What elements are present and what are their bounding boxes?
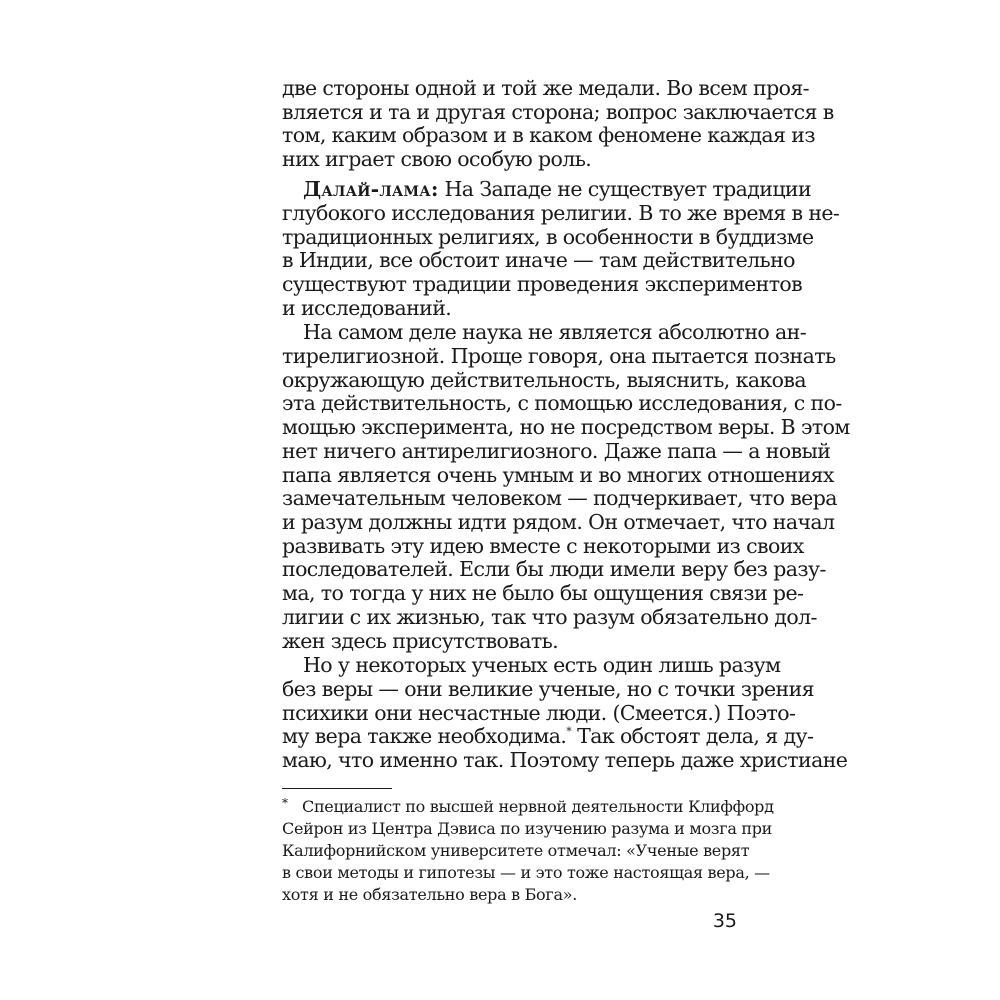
body-line xyxy=(282,724,814,748)
body-line: в Индии, все обстоит иначе — там действительно xyxy=(282,248,795,272)
footnote-line: Калифорнийском университете отмечал: «Ученые верят xyxy=(282,841,750,860)
body-line: жен здесь присутствовать. xyxy=(282,629,559,653)
body-line: лигии с их жизнью, так что разум обязательно дол- xyxy=(282,605,817,629)
body-line: вляется и та и другая сторона; вопрос заключается в xyxy=(282,100,834,124)
body-line: нет ничего антирелигиозного. Даже папа — а новый xyxy=(282,439,831,463)
body-line: эта действительность, с помощью исследования, с по- xyxy=(282,391,842,415)
body-line: мощью эксперимента, но не посредством веры. В этом xyxy=(282,415,850,439)
page-number: 35 xyxy=(712,910,737,932)
body-line: На самом деле наука не является абсолютно ан- xyxy=(303,320,807,344)
body-line: тирелигиозной. Проще говоря, она пытается познать xyxy=(282,344,836,368)
dialogue-line xyxy=(303,177,812,201)
body-text: Так обстоят дела, я ду- xyxy=(571,724,814,748)
footnote-reference: * xyxy=(566,725,572,739)
body-line: них играет свою особую роль. xyxy=(282,147,592,171)
body-line: психики они несчастные люди. (Смеется.) Поэто- xyxy=(282,701,796,725)
body-line: традиционных религиях, в особенности в буддизме xyxy=(282,225,814,249)
body-line: том, каким образом и в каком феномене каждая из xyxy=(282,123,815,147)
body-line: глубокого исследования религии. В то же время в не- xyxy=(282,201,840,225)
body-line: существуют традиции проведения экспериментов xyxy=(282,272,803,296)
body-line: ма, то тогда у них не было бы ощущения связи ре- xyxy=(282,581,804,605)
body-line: без веры — они великие ученые, но с точки зрения xyxy=(282,677,815,701)
footnote-line: Сейрон из Центра Дэвиса по изучению разума и мозга при xyxy=(282,819,773,838)
body-line: папа является очень умным и во многих отношениях xyxy=(282,463,834,487)
body-line: окружающую действительность, выяснить, какова xyxy=(282,368,806,392)
footnote-line: хотя и не обязательно вера в Бога». xyxy=(282,885,577,904)
footnote-divider xyxy=(282,788,392,789)
body-line: замечательным человеком — подчеркивает, что вера xyxy=(282,486,837,510)
body-line: последователей. Если бы люди имели веру без разу- xyxy=(282,557,826,581)
footnote-line: Специалист по высшей нервной деятельности Клиффорд xyxy=(302,797,774,816)
body-line: развивать эту идею вместе с некоторыми из своих xyxy=(282,534,804,558)
footnote-line: в свои методы и гипотезы — и это тоже настоящая вера, — xyxy=(282,863,770,882)
speaker-label: Далай-лама: xyxy=(303,177,439,201)
body-line: и исследований. xyxy=(282,296,452,320)
body-line: Но у некоторых ученых есть один лишь разум xyxy=(303,653,781,677)
footnote-marker: * xyxy=(282,796,288,810)
body-line: маю, что именно так. Поэтому теперь даже христиане xyxy=(282,748,848,772)
body-text: му вера также необходима. xyxy=(282,724,567,748)
dialogue-text: На Западе не существует традиции xyxy=(438,177,812,201)
body-line: две стороны одной и той же медали. Во всем проя- xyxy=(282,76,810,100)
body-line: и разум должны идти рядом. Он отмечает, что начал xyxy=(282,510,835,534)
